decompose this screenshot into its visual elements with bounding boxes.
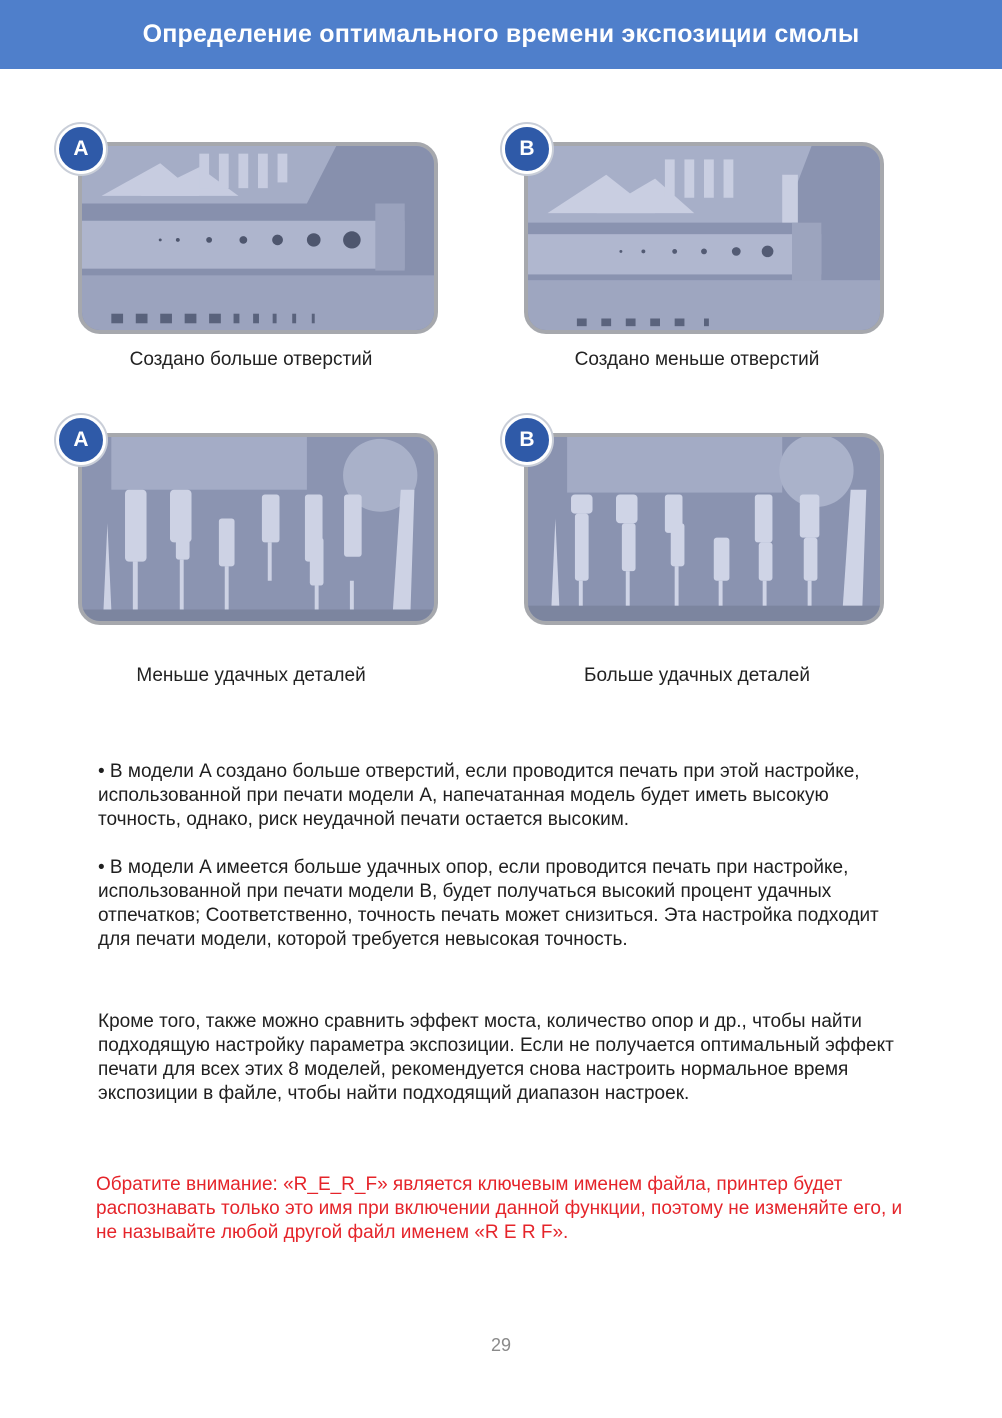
badge-a: A [56, 124, 106, 174]
photo-details-a [78, 433, 438, 625]
resin-print-pins-image [82, 437, 434, 621]
caption-details-a: Меньше удачных деталей [136, 665, 366, 686]
resin-print-holes-image [528, 146, 880, 330]
caption-holes-b: Создано меньше отверстий [574, 349, 820, 370]
page-header [0, 0, 1002, 69]
photo-holes-a [78, 142, 438, 334]
page-title: Определение оптимального времени экспозиции смолы [142, 20, 860, 48]
resin-print-pins-image [528, 437, 880, 621]
caption-details-b: Больше удачных деталей [584, 665, 810, 686]
caption-holes-a: Создано больше отверстий [129, 349, 373, 370]
paragraph-supports: • В модели A имеется больше удачных опор, если проводится печать при настройке, использованной при печати модели B, будет получаться высокий процент удачных отпечатков; Соответственно, точность печать может снизиться. Эта настройка подходит для печати модели, которой требуется невысокая точность. [98, 857, 879, 950]
resin-print-holes-image [82, 146, 434, 330]
paragraph-holes: • В модели A создано больше отверстий, если проводится печать при этой настройке, использованной при печати модели A, напечатанная модель будет иметь высокую точность, однако, риск неудачной печати остается высоким. [98, 761, 860, 830]
badge-b: B [502, 415, 552, 465]
paragraph-comparison: Кроме того, также можно сравнить эффект моста, количество опор и др., чтобы найти подходящую настройку параметра экспозиции. Если не получается оптимальный эффект печати для всех этих 8 моделей, рекомендуется снова настроить нормальное время экспозиции в файле, чтобы найти подходящий диапазон настроек. [98, 1011, 894, 1104]
photo-holes-b [524, 142, 884, 334]
badge-b: B [502, 124, 552, 174]
page-number: 29 [490, 1335, 512, 1355]
photo-details-b [524, 433, 884, 625]
badge-a: A [56, 415, 106, 465]
warning-note: Обратите внимание: «R_E_R_F» является ключевым именем файла, принтер будет распознавать только это имя при включении данной функции, поэтому не изменяйте его, и не называйте любой другой файл именем «R E R F». [96, 1174, 903, 1243]
